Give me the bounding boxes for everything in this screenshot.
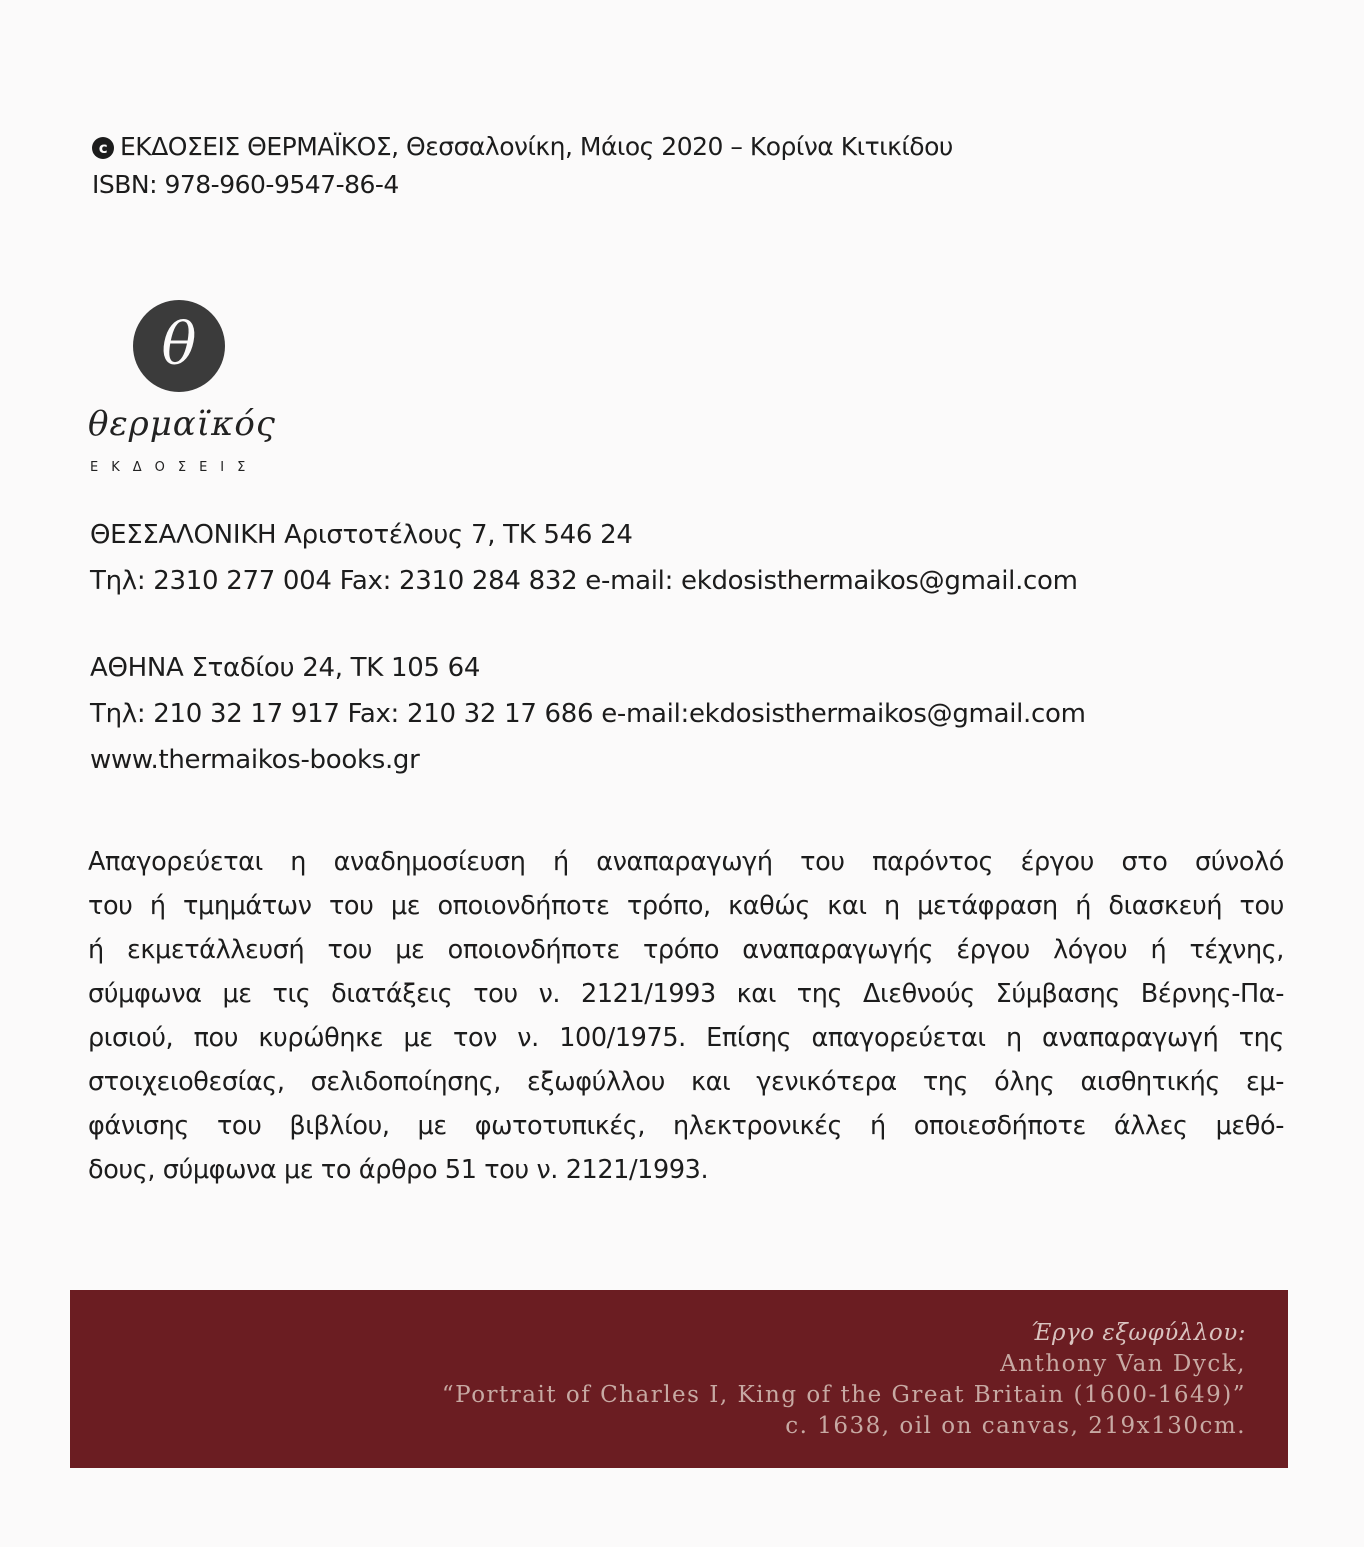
cover-credit xyxy=(442,1318,1246,1442)
isbn: ISBN: 978-960-9547-86-4 xyxy=(92,170,399,199)
legal-line: ρισιού, που κυρώθηκε με τον ν. 100/1975. Επίσης απαγορεύεται η αναπαραγωγή της xyxy=(88,1023,1284,1053)
publisher-subtitle: ΕΚΔΟΣΕΙΣ xyxy=(90,460,259,475)
publisher-name: θερμαϊκός xyxy=(88,404,276,444)
cover-credit-title: “Portrait of Charles I, King of the Great Britain (1600-1649)” xyxy=(441,1382,1246,1408)
copyright-text: ΕΚΔΟΣΕΙΣ ΘΕΡΜΑΪΚΟΣ, Θεσσαλονίκη, Μάιος 2020 – Κορίνα Κιτικίδου xyxy=(120,132,953,161)
cover-credit-band xyxy=(70,1290,1288,1468)
cover-credit-heading: Έργο εξωφύλλου: xyxy=(1030,1320,1246,1346)
legal-line: στοιχειοθεσίας, σελιδοποίησης, εξωφύλλου και γενικότερα της όλης αισθητικής εμ- xyxy=(88,1067,1284,1097)
thessaloniki-address: ΘΕΣΣΑΛΟΝΙΚΗ Αριστοτέλους 7, ΤΚ 546 24 xyxy=(90,520,633,550)
athens-address: ΑΘΗΝΑ Σταδίου 24, ΤΚ 105 64 xyxy=(90,653,481,683)
copyright-line xyxy=(92,128,953,166)
website-link[interactable]: www.thermaikos-books.gr xyxy=(90,745,420,775)
thessaloniki-phone-email: Τηλ: 2310 277 004 Fax: 2310 284 832 e-mail: ekdosisthermaikos@gmail.com xyxy=(90,566,1078,596)
athens-phone-email: Τηλ: 210 32 17 917 Fax: 210 32 17 686 e-mail:ekdosisthermaikos@gmail.com xyxy=(90,699,1086,729)
legal-line: Απαγορεύεται η αναδημοσίευση ή αναπαραγωγή του παρόντος έργου στο σύνολό xyxy=(88,847,1284,877)
copyright-block xyxy=(92,128,953,204)
thessaloniki-contact xyxy=(90,512,1078,604)
publisher-logo xyxy=(88,300,288,490)
copyright-icon: c xyxy=(92,137,114,159)
legal-line: σύμφωνα με τις διατάξεις του ν. 2121/1993 και της Διεθνούς Σύμβασης Βέρνης-Πα- xyxy=(88,979,1284,1009)
legal-line: φάνισης του βιβλίου, με φωτοτυπικές, ηλεκτρονικές ή οποιεσδήποτε άλλες μεθό- xyxy=(88,1111,1284,1141)
athens-contact xyxy=(90,645,1086,783)
theta-logo-icon: θ xyxy=(133,300,225,392)
cover-credit-artist: Anthony Van Dyck, xyxy=(1000,1351,1246,1377)
legal-notice xyxy=(88,840,1284,1192)
cover-credit-details: c. 1638, oil on canvas, 219x130cm. xyxy=(785,1413,1246,1439)
legal-line: του ή τμημάτων του με οποιονδήποτε τρόπο, καθώς και η μετάφραση ή διασκευή του xyxy=(88,891,1284,921)
legal-line: δους, σύμφωνα με το άρθρο 51 του ν. 2121/1993. xyxy=(88,1155,709,1185)
legal-line: ή εκμετάλλευσή του με οποιονδήποτε τρόπο αναπαραγωγής έργου λόγου ή τέχνης, xyxy=(88,935,1284,965)
